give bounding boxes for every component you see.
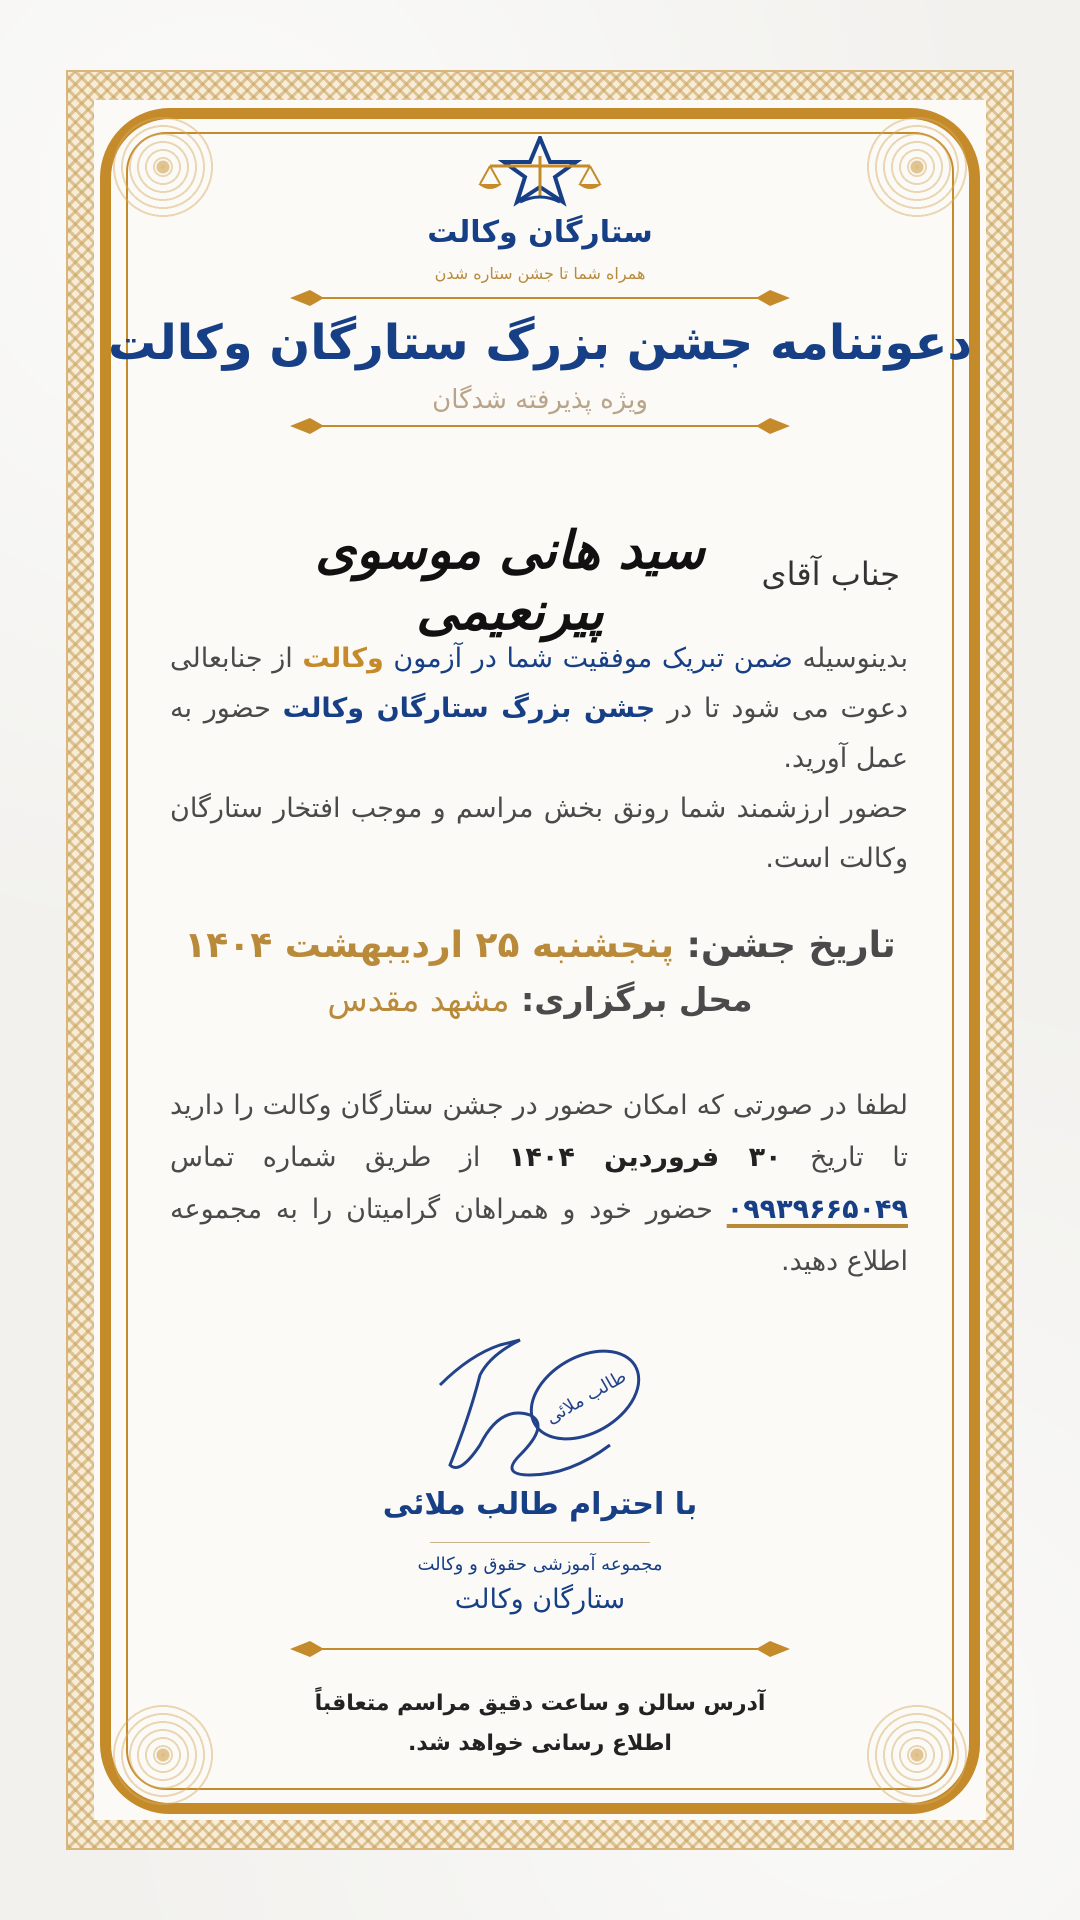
footer-line-2: اطلاع رسانی خواهد شد. (408, 1731, 672, 1756)
event-date-label: تاریخ جشن: (674, 925, 896, 966)
body-text-highlight: در آزمون (383, 643, 497, 674)
body-text-segment: از جنابعالی دعوت می شود تا در (170, 643, 909, 724)
organization-subtitle: مجموعه آموزشی حقوق و وکالت (417, 1554, 663, 1575)
divider-ornament-icon (290, 1637, 790, 1661)
signature-regards: با احترام طالب ملائی (382, 1487, 698, 1522)
event-date-value: پنجشنبه ۲۵ اردیبهشت ۱۴۰۴ (184, 925, 675, 966)
signature-stamp-icon (410, 1325, 670, 1485)
rsvp-deadline: ۳۰ فروردین ۱۴۰۴ (508, 1142, 782, 1173)
guest-name: سید هانی موسوی پیرنعیمی (315, 520, 705, 642)
body-text-segment: حضور به عمل آورید. (170, 693, 908, 774)
rsvp-text-segment: حضور خود و همراهان گرامیتان را به مجموعه اطلاع دهید. (170, 1194, 908, 1277)
main-subtitle: ویژه پذیرفته شدگان (432, 385, 648, 415)
body-text-segment: بدینوسیله (792, 643, 908, 674)
brand-title: ستارگان وکالت (427, 215, 653, 250)
event-date (0, 925, 1080, 966)
corner-ornament-top-right (862, 112, 972, 222)
signature-line (430, 1542, 650, 1543)
body-text-highlight-bold: جشن بزرگ ستارگان وکالت (282, 693, 656, 724)
organization-name: ستارگان وکالت (454, 1584, 626, 1615)
event-place-value: مشهد مقدس (327, 980, 510, 1019)
main-title (0, 315, 1080, 371)
signature-stamp-text: طالب ملائی (542, 1365, 631, 1429)
main-title-part1: دعوتنامه جشن بزرگ (468, 315, 973, 371)
event-place-label: محل برگزاری: (509, 980, 753, 1019)
rsvp-phone-link[interactable]: ۰۹۹۳۹۶۶۵۰۴۹ (726, 1194, 908, 1225)
event-place (0, 980, 1080, 1019)
rsvp-text-segment: لطفا در صورتی که امکان حضور در جشن ستارگان وکالت را دارید تا تاریخ (170, 1090, 908, 1173)
corner-ornament-top-left (108, 112, 218, 222)
salutation-prefix: جناب آقای (761, 555, 900, 593)
divider-ornament-icon (290, 286, 790, 310)
footer-line-1: آدرس سالن و ساعت دقیق مراسم متعاقباً (314, 1691, 766, 1716)
divider-ornament-icon (290, 414, 790, 438)
body-paragraph-2: حضور ارزشمند شما رونق بخش مراسم و موجب افتخار ستارگان وکالت است. (170, 793, 908, 874)
main-title-part2: ستارگان وکالت (107, 315, 469, 371)
footer-note (0, 1684, 1080, 1764)
body-text-highlight-gold: وکالت (302, 643, 384, 674)
rsvp-text-segment: از طریق شماره تماس (170, 1142, 509, 1173)
brand-slogan: همراه شما تا جشن ستاره شدن (434, 264, 646, 283)
invitation-body (170, 634, 908, 884)
star-scales-logo-icon (470, 136, 610, 208)
rsvp-paragraph (170, 1080, 908, 1288)
body-text-highlight: ضمن تبریک موفقیت شما (496, 643, 793, 674)
